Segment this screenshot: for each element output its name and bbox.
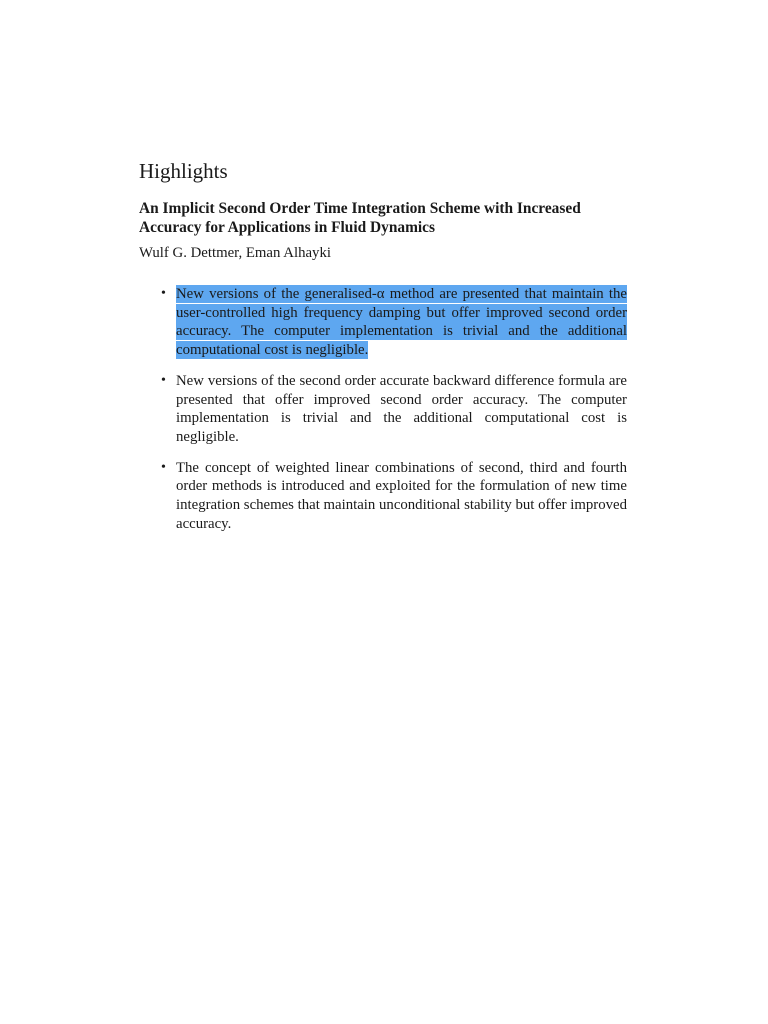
paper-authors: Wulf G. Dettmer, Eman Alhayki <box>139 245 331 261</box>
highlight-item-1 <box>139 285 627 360</box>
paper-title: An Implicit Second Order Time Integration Scheme with Increased Accuracy for Applications in Fluid Dynamics <box>139 200 581 236</box>
highlight-item-2 <box>139 372 627 447</box>
highlight-item-3 <box>139 459 627 534</box>
highlights-page <box>139 156 627 545</box>
highlight-text-selected[interactable]: New versions of the generalised-α method are presented that maintain the user-controlled high frequency damping but offer improved second order accuracy. The computer implementation is trivial and the additional computational cost is negligible. <box>176 286 627 359</box>
section-heading: Highlights <box>139 159 228 183</box>
highlight-text[interactable]: The concept of weighted linear combinations of second, third and fourth order methods is introduced and exploited for the formulation of new time integration schemes that maintain unconditional stability but offer improved accuracy. <box>176 459 627 532</box>
bullet-icon: • <box>161 459 166 475</box>
bullet-icon: • <box>161 286 166 301</box>
highlights-list <box>139 285 627 533</box>
highlight-text[interactable]: New versions of the second order accurate backward difference formula are presented that offer improved second order accuracy. The computer implementation is trivial and the additional computational cost is negligible. <box>176 372 627 445</box>
bullet-icon: • <box>161 372 166 388</box>
